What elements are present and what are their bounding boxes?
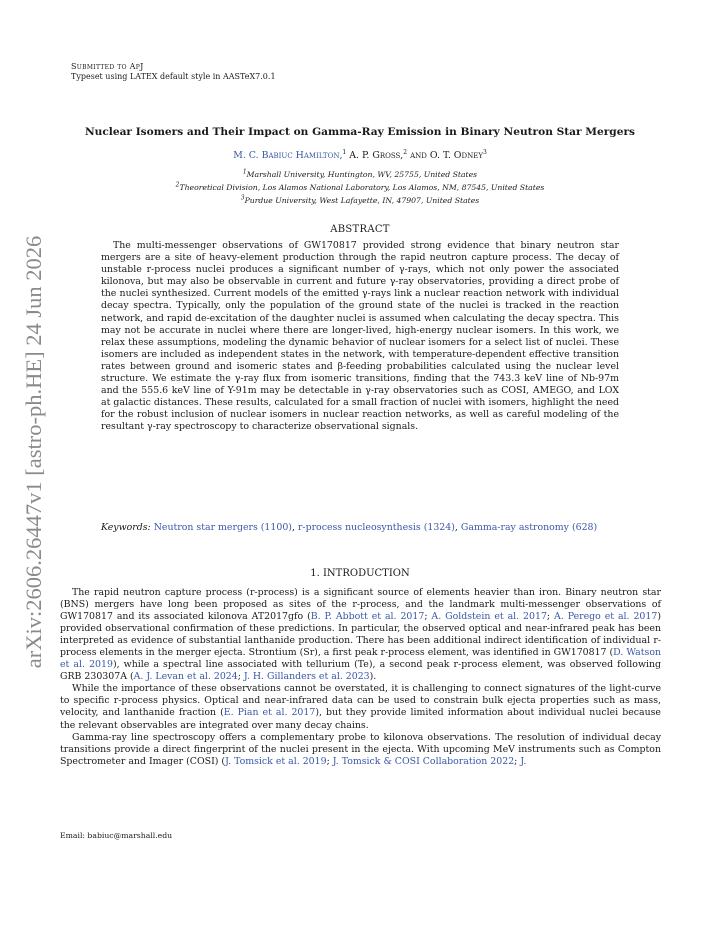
affiliation: $^3$Purdue University, West Lafayette, IN, 47907, United States (240, 194, 480, 205)
abstract-body: The multi-messenger observations of GW170817 provided strong evidence that binary neutron star mergers are a site of heavy-element production through the rapid neutron capture process. The decay of unstable r-process nuclei produces a significant number of γ-rays, which not only power the associated kilonova, but may also be observable in current and future γ-ray observatories, providing a direct probe of the nuclei synthesized. Current models of the emitted γ-rays link a nuclear reaction network with individual decay spectra. Typically, only the population of the ground state of the nuclei is tracked in the reaction network, and rapid de-excitation of the daughter nuclei is assumed when calculating the decay spectra. This may not be accurate in nuclei where there are longer-lived, high-energy nuclear isomers. In this work, we relax these assumptions, modeling the dynamic behavior of nuclear isomers for a select list of nuclei. These isomers are included as independent states in the network, with temperature-dependent effective transition rates between ground and isomeric states and β-feeding probabilities calculated using the nuclear level structure. We estimate the γ-ray flux from isomeric transitions, finding that the 743.3 keV line of Nb-97m and the 555.6 keV line of Y-91m may be detectable in γ-ray observatories such as COSI, AMEGO, and LOX at galactic distances. These results, calculated for a small fraction of nuclei with isomers, highlight the need for the robust inclusion of nuclear isomers in nuclear reaction networks, as well as careful modeling of the resultant γ-ray spectroscopy to characterize observational signals. (101, 240, 619, 433)
arxiv-identifier: arXiv:2606.26447v1 [astro-ph.HE] 24 Jun 2026 (21, 235, 46, 669)
submission-note: Submitted to ApJ (71, 62, 144, 71)
body-text: ; (326, 755, 333, 767)
body-text: ; (546, 611, 555, 623)
keyword-link[interactable]: Gamma-ray astronomy (628) (460, 522, 598, 533)
citation-link[interactable]: A. J. Levan et al. 2024 (133, 671, 238, 683)
intro-paragraph (60, 732, 661, 768)
body-text: ; (514, 755, 521, 767)
intro-paragraph (60, 587, 661, 683)
body-text: Gamma-ray line spectroscopy offers a complementary probe to kilonova observations. The resolution of individual decay transitions provide a direct fingerprint of the nuclei present in the ejecta. With upcoming MeV instruments such as Compton Spectrometer and Imager (COSI) ( (60, 731, 661, 767)
citation-link[interactable]: A. Goldstein et al. 2017 (431, 611, 547, 623)
section-heading: 1. INTRODUCTION (310, 568, 410, 579)
citation-link[interactable]: J. Tomsick et al. 2019 (225, 755, 327, 767)
keyword-link[interactable]: r-process nucleosynthesis (1324) (297, 522, 455, 533)
arxiv-sidebar-stamp (16, 232, 52, 672)
keyword-link[interactable]: Neutron star mergers (1100) (153, 522, 292, 533)
keywords-label: Keywords: (101, 522, 151, 533)
citation-link[interactable]: J. Tomsick & COSI Collaboration 2022 (332, 755, 515, 767)
intro-paragraph (60, 683, 661, 731)
citation-link[interactable]: J. (520, 755, 527, 767)
author-gross: A. P. Gross, (346, 150, 404, 161)
body-text: ) provided observational confirmation of these predictions. In particular, the observed optical and near-infrared peak has been interpreted as evidence of substantial lanthanide production. There has been additional indirect identification of individual r-process elements in the merger ejecta. Strontium (Sr), a first peak r-process element, was identified in GW170817 ( (60, 611, 661, 659)
footnote-email: Email: babiuc@marshall.edu (60, 831, 173, 840)
introduction-body (60, 587, 661, 768)
keywords-line: Keywords: Neutron star mergers (1100), r-process nucleosynthesis (1324), Gamma-ray astronomy (628) (101, 522, 598, 533)
citation-link[interactable]: B. P. Abbott et al. 2017 (310, 611, 425, 623)
citation-link[interactable]: D. Watson et al. 2019 (60, 647, 661, 671)
body-text: The rapid neutron capture process (r-process) is a significant source of elements heavier than iron. Binary neutron star (BNS) mergers have long been proposed as sites of the r-process, and the landmark multi-messenger observations of GW170817 and its associated kilonova AT2017gfo ( (60, 587, 661, 623)
paper-title: Nuclear Isomers and Their Impact on Gamma-Ray Emission in Binary Neutron Star Mergers (84, 126, 636, 138)
journal-header (71, 62, 276, 82)
author-list (60, 150, 660, 161)
author-link-hamilton[interactable]: M. C. Babiuc Hamilton, (233, 150, 343, 161)
citation-link[interactable]: A. Perego et al. 2017 (554, 611, 658, 623)
body-text: ; (237, 671, 244, 683)
author-odney: and O. T. Odney (407, 150, 483, 161)
affil-marker: 1 (342, 148, 347, 156)
body-text: ). (369, 671, 377, 683)
affil-marker: 2 (403, 148, 408, 156)
citation-link[interactable]: E. Pian et al. 2017 (223, 707, 316, 719)
affiliation: $^1$Marshall University, Huntington, WV, 25755, United States (242, 168, 478, 179)
body-text: ), while a spectral line associated with tellurium (Te), a second peak r-process element, was observed following GRB 230307A ( (60, 659, 662, 683)
citation-link[interactable]: J. H. Gillanders et al. 2023 (243, 671, 370, 683)
body-text: ; (424, 611, 432, 623)
body-text: While the importance of these observations cannot be overstated, it is challenging to connect signatures of the light-curve to specific r-process physics. Optical and near-infrared data can be used to constrain bulk ejecta properties such as mass, velocity, and lanthanide fraction ( (60, 683, 661, 719)
typeset-note: Typeset using LATEX default style in AASTeX7.0.1 (71, 72, 276, 81)
affiliation: $^2$Theoretical Division, Los Alamos National Laboratory, Los Alamos, NM, 87545, United States (175, 181, 545, 192)
abstract-heading: ABSTRACT (330, 224, 390, 235)
body-text: ), but they provide limited information about individual nuclei because the relevant observables are integrated over many decay chains. (60, 707, 661, 731)
affil-marker: 3 (482, 148, 487, 156)
